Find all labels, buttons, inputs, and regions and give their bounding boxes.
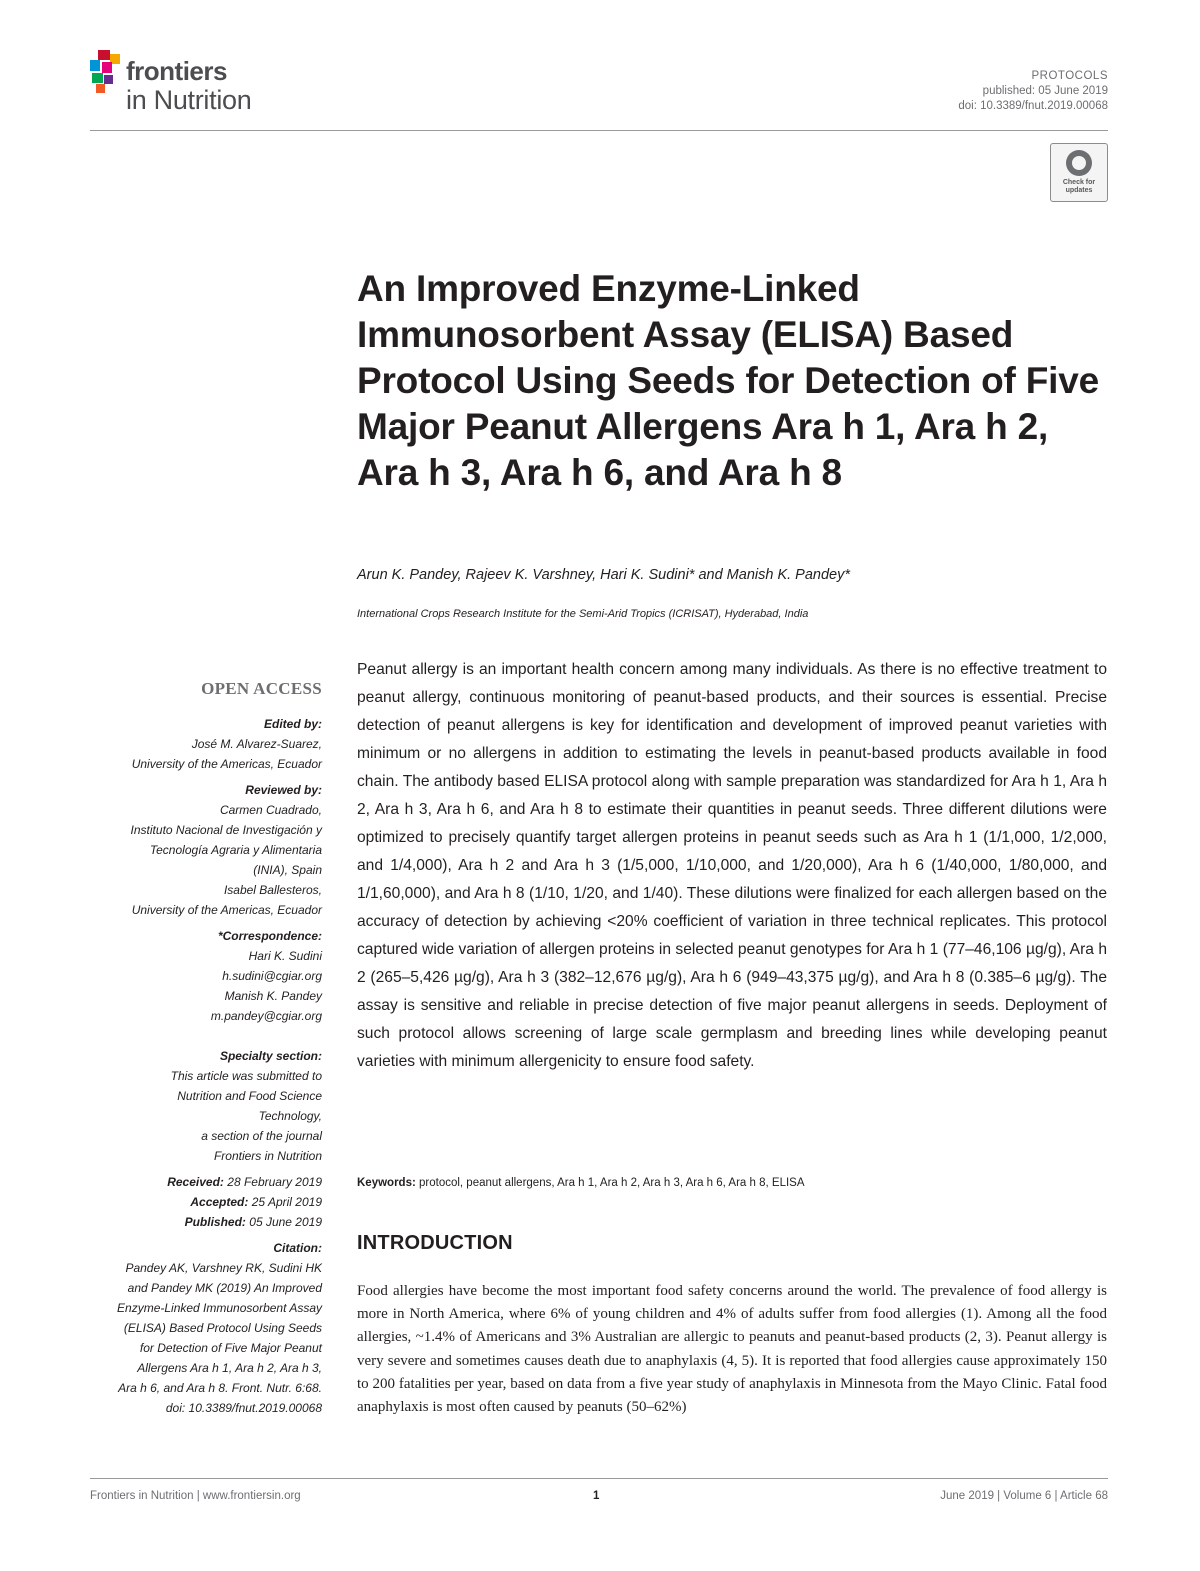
frontiers-logo-icon: [88, 50, 126, 94]
reviewer-line: Carmen Cuadrado,: [219, 803, 322, 817]
update-icon: [1066, 150, 1092, 176]
citation-line: Enzyme-Linked Immunosorbent Assay: [117, 1301, 322, 1315]
article-meta: [958, 69, 1108, 114]
page-number: 1: [593, 1490, 600, 1502]
article-type: PROTOCOLS: [1031, 70, 1108, 82]
reviewer-line: University of the Americas, Ecuador: [131, 903, 322, 917]
reviewer-line: Instituto Nacional de Investigación y: [130, 823, 322, 837]
specialty-section-label: Specialty section:: [219, 1049, 322, 1063]
specialty-line: a section of the journal: [201, 1129, 322, 1143]
edited-by-label: Edited by:: [263, 717, 322, 731]
citation-line: for Detection of Five Major Peanut: [139, 1341, 322, 1355]
check-for-updates-badge[interactable]: [1050, 143, 1108, 202]
keywords: [357, 1177, 1107, 1189]
citation-line: and Pandey MK (2019) An Improved: [127, 1281, 322, 1295]
keywords-label: Keywords:: [357, 1177, 416, 1189]
correspondence-label: *Correspondence:: [217, 929, 322, 943]
accepted-date: Accepted: 25 April 2019: [190, 1195, 322, 1209]
keywords-list: protocol, peanut allergens, Ara h 1, Ara h 2, Ara h 3, Ara h 6, Ara h 8, ELISA: [419, 1177, 805, 1189]
journal-name-line2: in Nutrition: [126, 85, 252, 115]
published-date-sidebar: Published: 05 June 2019: [184, 1215, 322, 1229]
citation-label: Citation:: [273, 1241, 322, 1255]
journal-name-line1: frontiers: [126, 56, 227, 86]
footer-journal-link[interactable]: Frontiers in Nutrition | www.frontiersin.org: [90, 1490, 301, 1502]
article-sidebar: [60, 676, 322, 1418]
badge-label: Check for updates: [1062, 179, 1096, 194]
editor-affiliation: University of the Americas, Ecuador: [131, 757, 322, 771]
section-heading-introduction: INTRODUCTION: [357, 1232, 513, 1254]
citation-doi[interactable]: doi: 10.3389/fnut.2019.00068: [165, 1401, 322, 1415]
open-access-label: OPEN ACCESS: [201, 679, 322, 698]
journal-logo: [88, 50, 288, 120]
introduction-text: Food allergies have become the most important food safety concerns around the world. The prevalence of food allergy is more in North America, where 6% of young children and 4% of adults suffer from food allergies (1). Among all the food allergies, ~1.4% of Americans and 3% Australian are allergic to peanuts and peanut-based products (2, 3). Peanut allergy is very severe and sometimes causes death due to anaphylaxis (4, 5). It is reported that food allergies cause approximately 150 to 200 fatalities per year, based on data from a five year study of anaphylaxis in Minnesota from the Mayo Clinic. Fatal food anaphylaxis is most often caused by peanuts (50–62%): [357, 1283, 1107, 1416]
specialty-line: Frontiers in Nutrition: [213, 1149, 322, 1163]
citation-line: Allergens Ara h 1, Ara h 2, Ara h 3,: [137, 1361, 322, 1375]
abstract-text: Peanut allergy is an important health concern among many individuals. As there is no effective treatment to peanut allergy, continuous monitoring of peanut-based products, and their sources is essential. Precise detection of peanut allergens is key for identification and development of improved peanut varieties with minimum or no allergens in addition to estimating the levels in peanut-based products available in food chain. The antibody based ELISA protocol along with sample preparation was standardized for Ara h 1, Ara h 2, Ara h 3, Ara h 6, and Ara h 8 to estimate their quantities in peanut seeds. Three different dilutions were optimized to precisely quantify target allergen proteins in peanut seeds such as Ara h 1 (1/1,000, 1/2,000, and 1/4,000), Ara h 2 and Ara h 3 (1/5,000, 1/10,000, and 1/20,000), Ara h 6 (1/40,000, 1/80,000, and 1/1,60,000), and Ara h 8 (1/10, 1/20, and 1/40). These dilutions were finalized for each allergen based on the accuracy of detection by achieving <20% coefficient of variation in three technical replicates. This protocol captured wide variation of allergen proteins in selected peanut genotypes for Ara h 1 (77–46,106 µg/g), Ara h 2 (265–5,426 µg/g), Ara h 3 (382–12,676 µg/g), Ara h 6 (949–43,375 µg/g), and Ara h 8 (0.385–6 µg/g). The assay is sensitive and reliable in precise detection of five major peanut allergens in seeds. Deployment of such protocol allows screening of large scale germplasm and breeding lines while developing peanut varieties with minimum allergenicity to ensure food safety.: [357, 661, 1107, 1070]
author-list: Arun K. Pandey, Rajeev K. Varshney, Hari K. Sudini* and Manish K. Pandey*: [357, 567, 850, 583]
correspondent-email[interactable]: m.pandey@cgiar.org: [210, 1009, 322, 1023]
reviewer-line: Tecnología Agraria y Alimentaria: [149, 843, 322, 857]
correspondent-name: Hari K. Sudini: [248, 949, 322, 963]
citation-line: Ara h 6, and Ara h 8. Front. Nutr. 6:68.: [118, 1381, 322, 1395]
reviewed-by-label: Reviewed by:: [245, 783, 322, 797]
article-doi[interactable]: doi: 10.3389/fnut.2019.00068: [958, 100, 1108, 112]
citation-line: Pandey AK, Varshney RK, Sudini HK: [125, 1261, 322, 1275]
article-title: An Improved Enzyme-Linked Immunosorbent Assay (ELISA) Based Protocol Using Seeds for Detection of Five Major Peanut Allergens Ara h 1, Ara h 2, Ara h 3, Ara h 6, and Ara h 8: [357, 268, 1099, 493]
correspondent-name: Manish K. Pandey: [224, 989, 322, 1003]
header-divider: [90, 130, 1108, 131]
footer-divider: [90, 1478, 1108, 1479]
reviewer-line: (INIA), Spain: [253, 863, 322, 877]
specialty-line: This article was submitted to: [170, 1069, 322, 1083]
author-affiliation: International Crops Research Institute for the Semi-Arid Tropics (ICRISAT), Hyderabad, India: [357, 608, 809, 620]
citation-line: (ELISA) Based Protocol Using Seeds: [123, 1321, 322, 1335]
specialty-line: Nutrition and Food Science: [177, 1089, 322, 1103]
reviewer-line: Isabel Ballesteros,: [223, 883, 322, 897]
published-date: published: 05 June 2019: [982, 85, 1108, 97]
editor-name: José M. Alvarez-Suarez,: [191, 737, 322, 751]
specialty-line: Technology,: [258, 1109, 322, 1123]
received-date: Received: 28 February 2019: [167, 1175, 322, 1189]
footer-volume-info: June 2019 | Volume 6 | Article 68: [940, 1490, 1108, 1502]
correspondent-email[interactable]: h.sudini@cgiar.org: [222, 969, 322, 983]
